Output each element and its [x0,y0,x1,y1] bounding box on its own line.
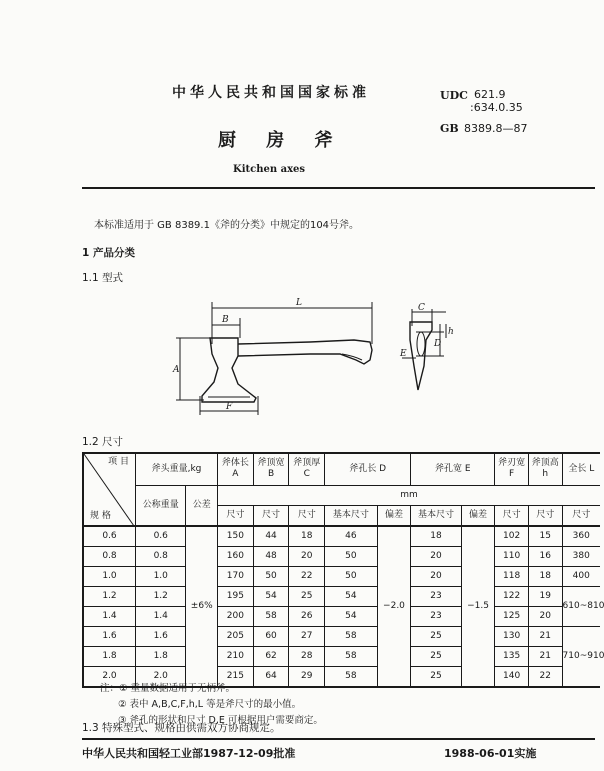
row-a: 150 [217,526,253,547]
row-c: 22 [289,566,325,586]
row-spec: 1.4 [83,606,136,626]
sub-basic-d: 基本尺寸 [325,505,378,526]
row-spec: 0.8 [83,546,136,566]
row-b: 54 [253,586,289,606]
row-c: 29 [289,666,325,687]
header-a: 斧体长 A [217,453,253,485]
row-h: 15 [528,526,562,547]
row-f: 102 [495,526,529,547]
row-h: 19 [528,586,562,606]
row-a: 160 [217,546,253,566]
row-d: 46 [325,526,378,547]
row-h: 21 [528,646,562,666]
section-1-2-heading: 1.2 尺寸 [82,436,124,448]
section-1-1-heading: 1.1 型式 [82,272,124,284]
row-weight: 1.8 [136,646,186,666]
row-weight: 2.0 [136,666,186,687]
label-B: B [222,315,229,325]
header-f: 斧刃宽 F [495,453,529,485]
unit-mm: mm [217,485,600,505]
sub-size-c: 尺寸 [289,505,325,526]
udc-label: UDC [440,89,468,102]
row-weight: 0.8 [136,546,186,566]
label-D: D [434,339,442,349]
sub-nominal-weight: 公称重量 [136,485,186,526]
sub-deviation-d: 偏差 [377,505,411,526]
sub-basic-e: 基本尺寸 [411,505,461,526]
header-d: 斧孔长 D [325,453,411,485]
header-b: 斧顶宽 B [253,453,289,485]
row-spec: 1.8 [83,646,136,666]
d-deviation: −2.0 [377,526,411,687]
weight-tolerance: ±6% [186,526,218,687]
row-spec: 1.6 [83,626,136,646]
header-rule [82,187,595,189]
sub-size-a: 尺寸 [217,505,253,526]
row-d: 58 [325,666,378,687]
row-d: 58 [325,646,378,666]
row-f: 122 [495,586,529,606]
row-e: 25 [411,646,461,666]
sub-tolerance: 公差 [186,485,218,526]
row-f: 110 [495,546,529,566]
header-e: 斧孔宽 E [411,453,495,485]
row-c: 25 [289,586,325,606]
row-d: 54 [325,586,378,606]
sub-size-h: 尺寸 [528,505,562,526]
row-l: 360 [562,526,600,547]
udc-code-2: :634.0.35 [470,101,523,114]
row-f: 118 [495,566,529,586]
row-b: 62 [253,646,289,666]
row-d: 58 [325,626,378,646]
row-a: 195 [217,586,253,606]
header-weight: 斧头重量,kg [136,453,218,485]
english-title: Kitchen axes [233,164,306,175]
table-corner-cell [83,453,136,526]
row-weight: 0.6 [136,526,186,547]
row-h: 16 [528,546,562,566]
row-b: 60 [253,626,289,646]
corner-header-spec: 规 格 [90,510,111,521]
label-h: h [448,327,454,337]
row-h: 20 [528,606,562,626]
row-spec: 1.0 [83,566,136,586]
section-1-3-text: 1.3 特殊型式、规格由供需双方协商规定。 [82,722,281,734]
row-e: 25 [411,666,461,687]
label-F: F [226,402,233,412]
row-f: 125 [495,606,529,626]
document-title: 厨 房 斧 [218,130,345,151]
header-l: 全长 L [562,453,600,485]
row-h: 18 [528,566,562,586]
l-group-1: 610~810 [562,586,600,626]
label-A: A [173,365,180,375]
row-d: 50 [325,566,378,586]
row-d: 50 [325,546,378,566]
row-f: 130 [495,626,529,646]
row-a: 205 [217,626,253,646]
row-spec: 0.6 [83,526,136,547]
row-weight: 1.4 [136,606,186,626]
row-c: 27 [289,626,325,646]
national-standard-title: 中华人民共和国国家标准 [172,85,370,101]
header-c: 斧顶厚 C [289,453,325,485]
row-c: 26 [289,606,325,626]
gb-number: 8389.8—87 [464,122,528,135]
row-f: 135 [495,646,529,666]
row-b: 50 [253,566,289,586]
e-deviation: −1.5 [461,526,495,687]
implementation-date: 1988-06-01实施 [444,747,537,760]
row-e: 23 [411,606,461,626]
row-d: 54 [325,606,378,626]
l-group-2: 710~910 [562,626,600,687]
row-a: 170 [217,566,253,586]
row-c: 20 [289,546,325,566]
footer-rule [82,738,595,740]
corner-header-items: 项 目 [108,457,130,467]
intro-paragraph: 本标准适用于 GB 8389.1《斧的分类》中规定的104号斧。 [94,220,360,231]
row-b: 64 [253,666,289,687]
row-b: 48 [253,546,289,566]
row-weight: 1.6 [136,626,186,646]
header-h: 斧顶高 h [528,453,562,485]
udc-code-1: 621.9 [474,88,506,101]
row-l: 400 [562,566,600,586]
section-1-heading: 1 产品分类 [82,247,135,259]
row-b: 58 [253,606,289,626]
row-c: 18 [289,526,325,547]
row-e: 23 [411,586,461,606]
sub-size-l: 尺寸 [562,505,600,526]
row-weight: 1.2 [136,586,186,606]
row-e: 20 [411,566,461,586]
note-1: 注：① 重量数据适用于无柄斧。 [100,683,236,694]
sub-deviation-e: 偏差 [461,505,495,526]
row-h: 21 [528,626,562,646]
axe-diagram [170,296,460,421]
row-e: 18 [411,526,461,547]
row-spec: 2.0 [83,666,136,687]
sub-size-b: 尺寸 [253,505,289,526]
row-a: 200 [217,606,253,626]
row-a: 215 [217,666,253,687]
label-E: E [400,349,407,359]
row-e: 20 [411,546,461,566]
approval-line: 中华人民共和国轻工业部1987-12-09批准 [82,747,296,760]
sub-size-f: 尺寸 [495,505,529,526]
label-C: C [418,303,425,313]
row-weight: 1.0 [136,566,186,586]
dimension-table [82,452,604,688]
row-b: 44 [253,526,289,547]
note-2: ② 表中 A,B,C,F,h,L 等是斧尺寸的最小值。 [118,699,302,710]
label-L: L [296,298,302,308]
row-a: 210 [217,646,253,666]
row-e: 25 [411,626,461,646]
gb-label: GB [440,122,459,135]
row-spec: 1.2 [83,586,136,606]
row-l: 380 [562,546,600,566]
note-3: ③ 斧孔的形状和尺寸 D,E 可根据用户需要商定。 [118,715,323,726]
row-h: 22 [528,666,562,687]
row-c: 28 [289,646,325,666]
row-f: 140 [495,666,529,687]
